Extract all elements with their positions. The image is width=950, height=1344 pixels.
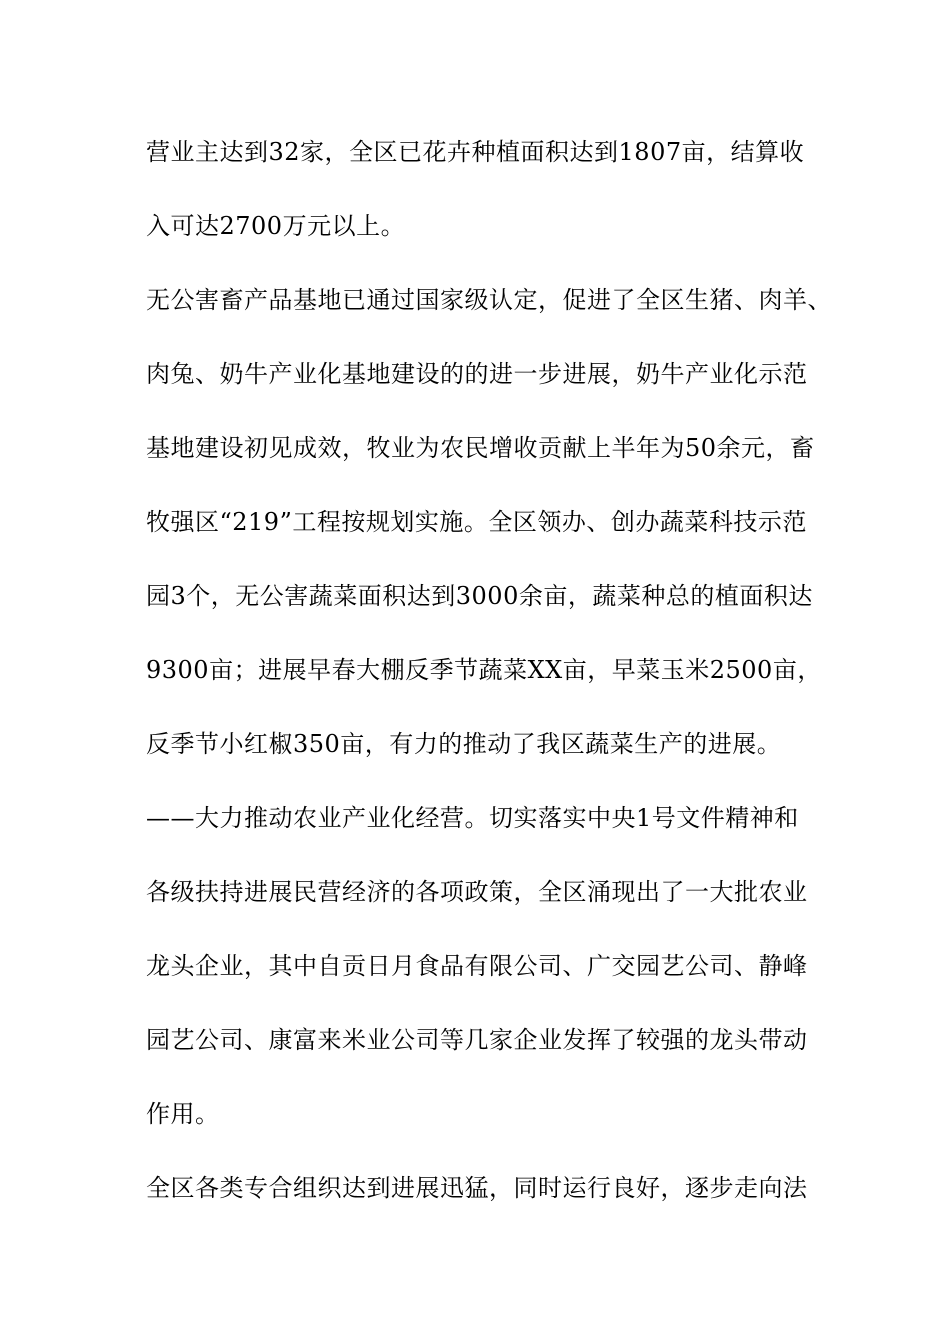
text-line: 园艺公司、康富来米业公司等几家企业发挥了较强的龙头带动 bbox=[146, 1026, 808, 1054]
text-line: 入可达2700万元以上。 bbox=[146, 212, 406, 240]
text-line: 作用。 bbox=[146, 1100, 220, 1128]
text-line: 肉兔、奶牛产业化基地建设的的进一步进展，奶牛产业化示范 bbox=[146, 360, 808, 388]
text-line: 龙头企业，其中自贡日月食品有限公司、广交园艺公司、静峰 bbox=[146, 952, 808, 980]
text-line: 无公害畜产品基地已通过国家级认定，促进了全区生猪、肉羊、 bbox=[146, 286, 832, 314]
text-line: 营业主达到32家，全区已花卉种植面积达到1807亩，结算收 bbox=[146, 138, 805, 166]
text-line: 基地建设初见成效，牧业为农民增收贡献上半年为50余元，畜 bbox=[146, 434, 815, 462]
text-line: 全区各类专合组织达到进展迅猛，同时运行良好，逐步走向法 bbox=[146, 1174, 808, 1202]
text-line: 各级扶持进展民营经济的各项政策，全区涌现出了一大批农业 bbox=[146, 878, 808, 906]
text-line: ——大力推动农业产业化经营。切实落实中央1号文件精神和 bbox=[146, 804, 799, 832]
text-line: 9300亩；进展早春大棚反季节蔬菜XX亩，早菜玉米2500亩， bbox=[146, 656, 822, 684]
text-line: 反季节小红椒350亩，有力的推动了我区蔬菜生产的进展。 bbox=[146, 730, 782, 758]
body-text bbox=[146, 128, 832, 1238]
text-line: 牧强区“219”工程按规划实施。全区领办、创办蔬菜科技示范 bbox=[146, 508, 807, 536]
text-line: 园3个，无公害蔬菜面积达到3000余亩，蔬菜种总的植面积达 bbox=[146, 582, 813, 610]
